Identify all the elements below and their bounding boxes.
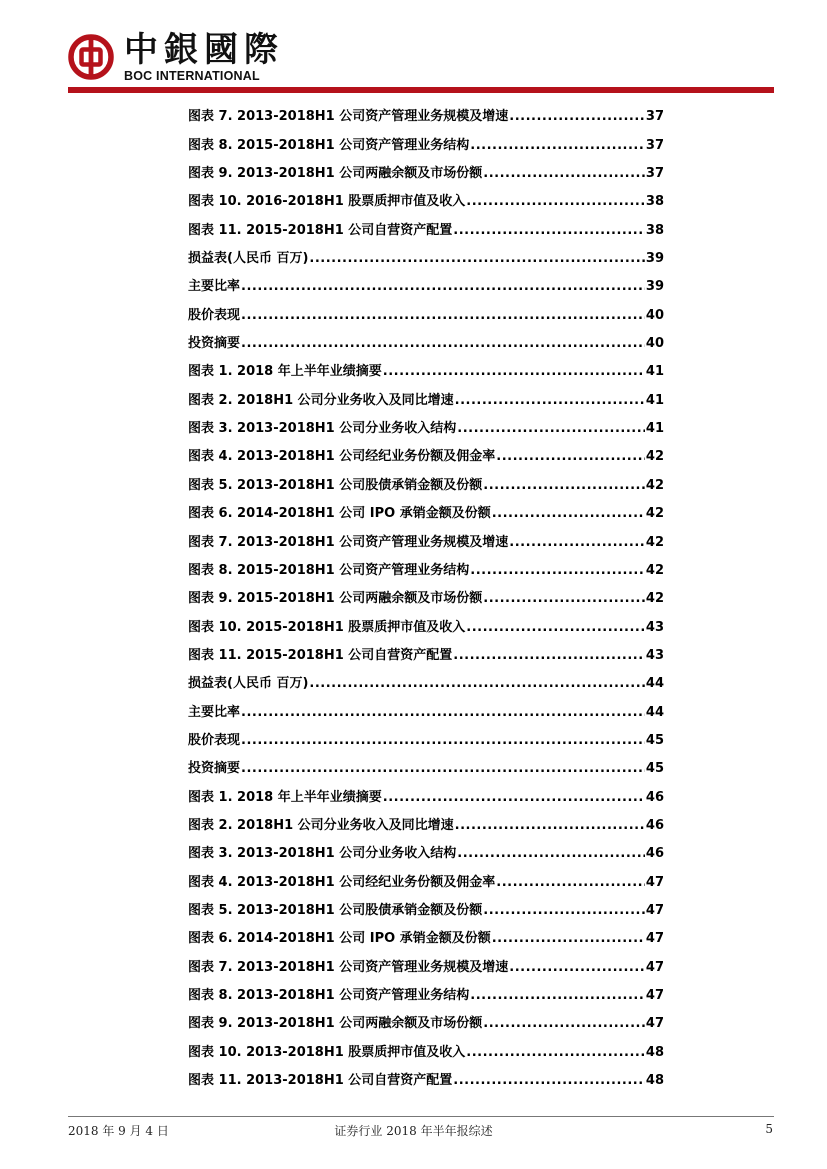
table-of-contents (188, 100, 664, 1092)
toc-entry[interactable] (188, 582, 664, 610)
toc-leader-dots (241, 732, 645, 752)
toc-entry-page: 48 (645, 1044, 664, 1060)
toc-entry-title: 图表 8. 2013-2018H1 公司资产管理业务结构 (188, 988, 470, 1003)
toc-entry-page: 41 (645, 392, 664, 408)
header-rule (68, 87, 774, 93)
toc-entry[interactable] (188, 298, 664, 326)
logo-chinese-name: 中銀國際 (124, 30, 284, 70)
toc-leader-dots (496, 448, 645, 468)
toc-leader-dots (466, 193, 645, 213)
toc-entry[interactable] (188, 695, 664, 723)
footer-page-number: 5 (765, 1122, 773, 1136)
toc-entry-page: 37 (645, 109, 664, 125)
toc-leader-dots (466, 1044, 645, 1064)
toc-entry-page: 39 (645, 279, 664, 295)
toc-entry-title: 图表 10. 2015-2018H1 股票质押市值及收入 (188, 619, 466, 635)
toc-entry-title: 图表 5. 2013-2018H1 公司股债承销金额及份额 (188, 902, 483, 918)
toc-leader-dots (383, 363, 645, 383)
toc-leader-dots (241, 704, 645, 724)
toc-entry[interactable] (188, 242, 664, 270)
toc-leader-dots (483, 1015, 645, 1035)
toc-entry[interactable] (188, 1035, 664, 1063)
toc-leader-dots (496, 874, 645, 894)
toc-entry[interactable] (188, 412, 664, 440)
toc-entry[interactable] (188, 185, 664, 213)
toc-entry-page: 43 (645, 619, 664, 635)
page-header (0, 0, 827, 100)
toc-entry-title: 图表 11. 2013-2018H1 公司自营资产配置 (188, 1073, 453, 1089)
toc-leader-dots (492, 930, 645, 950)
toc-leader-dots (455, 817, 645, 837)
toc-leader-dots (457, 845, 645, 865)
toc-entry-page: 38 (645, 194, 664, 210)
toc-entry-page: 45 (645, 732, 664, 748)
toc-entry-page: 40 (645, 307, 664, 323)
toc-leader-dots (241, 307, 645, 327)
toc-entry-title: 图表 8. 2015-2018H1 公司资产管理业务结构 (188, 562, 470, 578)
toc-leader-dots (453, 647, 645, 667)
toc-entry-title: 图表 9. 2013-2018H1 公司两融余额及市场份额 (188, 166, 483, 182)
toc-entry-page: 45 (645, 761, 664, 777)
toc-entry-page: 38 (645, 222, 664, 238)
toc-entry-title: 图表 7. 2013-2018H1 公司资产管理业务规模及增速 (188, 959, 509, 975)
boc-logo-icon (68, 34, 114, 80)
toc-leader-dots (483, 165, 645, 185)
toc-entry-title: 损益表(人民币 百万) (188, 251, 309, 267)
toc-entry-title: 损益表(人民币 百万) (188, 676, 309, 692)
toc-entry[interactable] (188, 213, 664, 241)
toc-leader-dots (470, 562, 645, 582)
toc-entry[interactable] (188, 780, 664, 808)
toc-entry-title: 图表 10. 2013-2018H1 股票质押市值及收入 (188, 1044, 466, 1060)
toc-entry[interactable] (188, 355, 664, 383)
toc-entry-title: 图表 5. 2013-2018H1 公司股债承销金额及份额 (188, 477, 483, 493)
toc-entry[interactable] (188, 610, 664, 638)
toc-entry[interactable] (188, 837, 664, 865)
toc-entry-title: 图表 8. 2015-2018H1 公司资产管理业务结构 (188, 137, 470, 153)
toc-entry[interactable] (188, 809, 664, 837)
toc-leader-dots (455, 392, 645, 412)
toc-entry-title: 图表 7. 2013-2018H1 公司资产管理业务规模及增速 (188, 109, 509, 125)
toc-entry-title: 主要比率 (188, 704, 241, 720)
toc-entry[interactable] (188, 440, 664, 468)
toc-entry-title: 图表 11. 2015-2018H1 公司自营资产配置 (188, 222, 453, 238)
toc-entry-title: 图表 1. 2018 年上半年业绩摘要 (188, 789, 382, 805)
toc-entry-page: 47 (645, 959, 664, 975)
toc-entry-page: 46 (645, 846, 664, 862)
toc-entry-page: 47 (645, 874, 664, 890)
toc-entry[interactable] (188, 497, 664, 525)
footer-rule (68, 1116, 774, 1117)
toc-entry[interactable] (188, 724, 664, 752)
toc-entry-title: 图表 3. 2013-2018H1 公司分业务收入结构 (188, 846, 457, 862)
toc-leader-dots (466, 619, 645, 639)
toc-entry-title: 图表 3. 2013-2018H1 公司分业务收入结构 (188, 421, 457, 437)
toc-leader-dots (241, 335, 645, 355)
toc-entry[interactable] (188, 639, 664, 667)
toc-entry[interactable] (188, 383, 664, 411)
toc-leader-dots (509, 108, 645, 128)
toc-leader-dots (241, 760, 645, 780)
toc-entry-title: 投资摘要 (188, 761, 241, 777)
toc-entry[interactable] (188, 1064, 664, 1092)
toc-entry-title: 图表 7. 2013-2018H1 公司资产管理业务规模及增速 (188, 534, 509, 550)
toc-entry[interactable] (188, 865, 664, 893)
toc-entry-title: 图表 2. 2018H1 公司分业务收入及同比增速 (188, 817, 454, 833)
toc-entry-page: 43 (645, 647, 664, 663)
toc-entry-title: 图表 6. 2014-2018H1 公司 IPO 承销金额及份额 (188, 931, 491, 947)
toc-entry-page: 42 (645, 506, 664, 522)
toc-leader-dots (483, 477, 645, 497)
toc-entry[interactable] (188, 128, 664, 156)
toc-entry-page: 44 (645, 676, 664, 692)
toc-entry-page: 44 (645, 704, 664, 720)
toc-leader-dots (383, 789, 645, 809)
toc-entry-title: 图表 6. 2014-2018H1 公司 IPO 承销金额及份额 (188, 506, 491, 522)
toc-entry[interactable] (188, 525, 664, 553)
toc-entry[interactable] (188, 157, 664, 185)
toc-leader-dots (457, 420, 645, 440)
toc-entry[interactable] (188, 667, 664, 695)
toc-entry-page: 39 (645, 251, 664, 267)
toc-entry-page: 41 (645, 364, 664, 380)
toc-entry[interactable] (188, 270, 664, 298)
toc-leader-dots (453, 222, 645, 242)
toc-leader-dots (509, 534, 645, 554)
toc-leader-dots (492, 505, 645, 525)
footer-date: 2018 年 9 月 4 日 (68, 1124, 169, 1138)
toc-entry-title: 股价表现 (188, 307, 241, 323)
toc-leader-dots (483, 902, 645, 922)
toc-leader-dots (483, 590, 645, 610)
toc-entry-title: 图表 10. 2016-2018H1 股票质押市值及收入 (188, 194, 466, 210)
toc-entry[interactable] (188, 100, 664, 128)
toc-entry-page: 37 (645, 166, 664, 182)
toc-entry[interactable] (188, 894, 664, 922)
toc-leader-dots (470, 137, 645, 157)
toc-entry-page: 42 (645, 449, 664, 465)
toc-entry-page: 46 (645, 817, 664, 833)
toc-entry-title: 图表 4. 2013-2018H1 公司经纪业务份额及佣金率 (188, 874, 496, 890)
toc-entry-title: 股价表现 (188, 732, 241, 748)
logo-english-name: BOC INTERNATIONAL (124, 69, 260, 83)
toc-entry[interactable] (188, 468, 664, 496)
toc-entry-page: 42 (645, 591, 664, 607)
toc-entry-title: 投资摘要 (188, 336, 241, 352)
toc-entry-title: 图表 9. 2013-2018H1 公司两融余额及市场份额 (188, 1016, 483, 1032)
toc-entry-title: 主要比率 (188, 279, 241, 295)
toc-entry-title: 图表 11. 2015-2018H1 公司自营资产配置 (188, 647, 453, 663)
toc-entry[interactable] (188, 554, 664, 582)
toc-entry[interactable] (188, 1007, 664, 1035)
toc-leader-dots (241, 278, 645, 298)
toc-leader-dots (509, 959, 645, 979)
toc-entry-page: 47 (645, 988, 664, 1003)
toc-entry-page: 41 (645, 421, 664, 437)
toc-entry-page: 46 (645, 789, 664, 805)
toc-entry-title: 图表 2. 2018H1 公司分业务收入及同比增速 (188, 392, 454, 408)
toc-entry-page: 42 (645, 534, 664, 550)
toc-leader-dots (470, 987, 645, 1007)
toc-entry-title: 图表 1. 2018 年上半年业绩摘要 (188, 364, 382, 380)
toc-entry[interactable] (188, 922, 664, 950)
toc-entry-page: 47 (645, 1016, 664, 1032)
toc-leader-dots (453, 1072, 645, 1092)
toc-entry-page: 47 (645, 931, 664, 947)
footer-report-title: 证券行业 2018 年半年报综述 (334, 1124, 493, 1138)
toc-entry-page: 42 (645, 562, 664, 578)
toc-entry-title: 图表 9. 2015-2018H1 公司两融余额及市场份额 (188, 591, 483, 607)
toc-leader-dots (309, 675, 644, 695)
toc-entry-title: 图表 4. 2013-2018H1 公司经纪业务份额及佣金率 (188, 449, 496, 465)
toc-entry-page: 48 (645, 1073, 664, 1089)
toc-entry[interactable] (188, 752, 664, 780)
toc-entry[interactable] (188, 979, 664, 1007)
toc-entry-page: 37 (645, 137, 664, 153)
toc-entry[interactable] (188, 950, 664, 978)
toc-entry-page: 47 (645, 902, 664, 918)
toc-entry[interactable] (188, 327, 664, 355)
toc-leader-dots (309, 250, 644, 270)
toc-entry-page: 40 (645, 336, 664, 352)
toc-entry-page: 42 (645, 477, 664, 493)
